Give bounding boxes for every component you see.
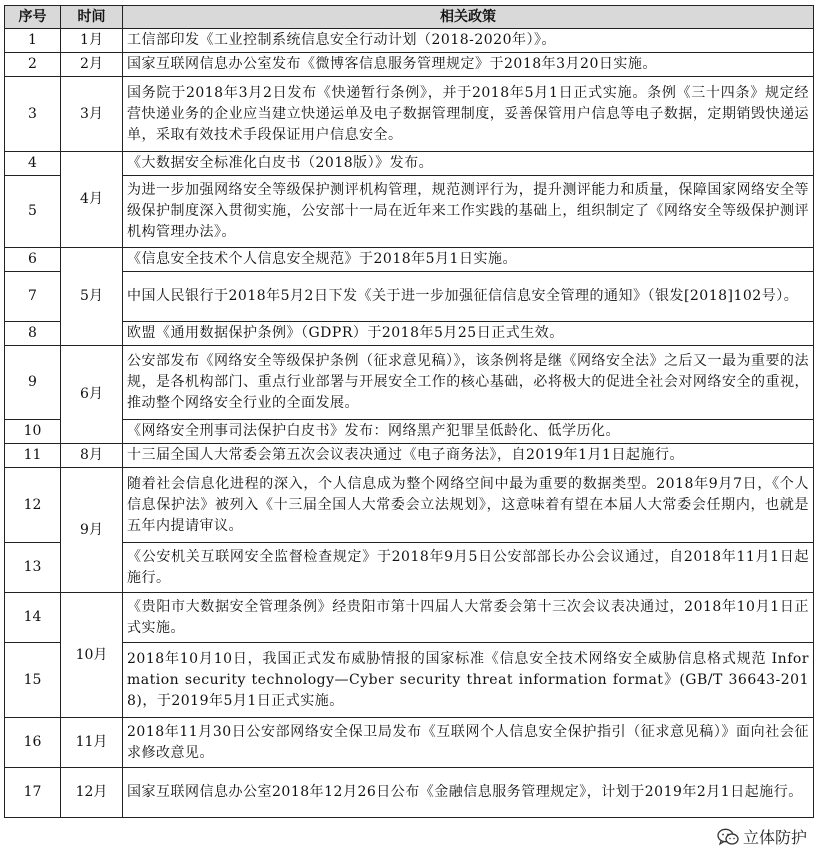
- table-row: [5, 29, 814, 53]
- row-number: 4: [5, 152, 61, 176]
- header-time: 时间: [61, 6, 123, 29]
- month-cell: 5月: [61, 248, 123, 346]
- policy-text: 公安部发布《网络安全等级保护条例（征求意见稿）》，该条例将是继《网络安全法》之后又一最为重要的法规，是各机构部门、重点行业部署与开展安全工作的核心基础，必将极大的促进全社会对网络安全的重视，推动整个网络安全行业的全面发展。: [123, 346, 814, 420]
- watermark-label: 立体防护: [742, 828, 807, 847]
- table-row: [5, 768, 814, 818]
- month-cell: 11月: [61, 718, 123, 768]
- month-cell: 4月: [61, 152, 123, 248]
- row-number: 7: [5, 272, 61, 322]
- policy-text: 十三届全国人大常委会第五次会议表决通过《电子商务法》，自2019年1月1日起施行。: [123, 444, 814, 468]
- month-cell: 12月: [61, 768, 123, 818]
- policy-table: [4, 5, 814, 818]
- row-number: 5: [5, 176, 61, 248]
- table-row: [5, 468, 814, 543]
- table-row: [5, 643, 814, 718]
- table-row: [5, 176, 814, 248]
- month-cell: 6月: [61, 346, 123, 444]
- header-row: [5, 6, 814, 29]
- policy-text: 2018年11月30日公安部网络安全保卫局发布《互联网个人信息安全保护指引（征求意见稿）》面向社会征求修改意见。: [123, 718, 814, 768]
- wechat-icon: [717, 828, 739, 846]
- table-row: [5, 420, 814, 444]
- policy-text: 中国人民银行于2018年5月2日下发《关于进一步加强征信信息安全管理的通知》（银发[2018]102号）。: [123, 272, 814, 322]
- table-row: [5, 444, 814, 468]
- row-number: 14: [5, 593, 61, 643]
- month-cell: 8月: [61, 444, 123, 468]
- row-number: 2: [5, 53, 61, 77]
- policy-text: 《公安机关互联网安全监督检查规定》于2018年9月5日公安部部长办公会议通过，自2018年11月1日起施行。: [123, 543, 814, 593]
- policy-text: 国家互联网信息办公室发布《微博客信息服务管理规定》于2018年3月20日实施。: [123, 53, 814, 77]
- month-cell: 2月: [61, 53, 123, 77]
- row-number: 8: [5, 322, 61, 346]
- watermark: [715, 825, 809, 848]
- header-index: 序号: [5, 6, 61, 29]
- row-number: 3: [5, 77, 61, 152]
- row-number: 17: [5, 768, 61, 818]
- table-row: [5, 53, 814, 77]
- policy-text: 《大数据安全标准化白皮书（2018版）》发布。: [123, 152, 814, 176]
- table-row: [5, 322, 814, 346]
- policy-text: 国务院于2018年3月2日发布《快递暂行条例》，并于2018年5月1日正式实施。条例《三十四条》规定经营快递业务的企业应当建立快递运单及电子数据管理制度，妥善保管用户信息等电子数据，定期销毁快递运单，采取有效技术手段保证用户信息安全。: [123, 77, 814, 152]
- row-number: 16: [5, 718, 61, 768]
- row-number: 13: [5, 543, 61, 593]
- row-number: 9: [5, 346, 61, 420]
- policy-text: 《信息安全技术个人信息安全规范》于2018年5月1日实施。: [123, 248, 814, 272]
- table-row: [5, 543, 814, 593]
- header-policy: 相关政策: [123, 6, 814, 29]
- policy-text: 《网络安全刑事司法保护白皮书》发布：网络黑产犯罪呈低龄化、低学历化。: [123, 420, 814, 444]
- policy-text: 工信部印发《工业控制系统信息安全行动计划（2018-2020年）》。: [123, 29, 814, 53]
- row-number: 1: [5, 29, 61, 53]
- table-row: [5, 272, 814, 322]
- month-cell: 9月: [61, 468, 123, 593]
- policy-text: 《贵阳市大数据安全管理条例》经贵阳市第十四届人大常委会第十三次会议表决通过，2018年10月1日正式实施。: [123, 593, 814, 643]
- month-cell: 1月: [61, 29, 123, 53]
- table-row: [5, 248, 814, 272]
- table-row: [5, 593, 814, 643]
- policy-text: 为进一步加强网络安全等级保护测评机构管理，规范测评行为，提升测评能力和质量，保障国家网络安全等级保护制度深入贯彻实施，公安部十一局在近年来工作实践的基础上，组织制定了《网络安全等级保护测评机构管理办法》。: [123, 176, 814, 248]
- table-row: [5, 77, 814, 152]
- policy-text: 国家互联网信息办公室2018年12月26日公布《金融信息服务管理规定》，计划于2019年2月1日起施行。: [123, 768, 814, 818]
- policy-text: 欧盟《通用数据保护条例》（GDPR）于2018年5月25日正式生效。: [123, 322, 814, 346]
- row-number: 12: [5, 468, 61, 543]
- row-number: 15: [5, 643, 61, 718]
- row-number: 11: [5, 444, 61, 468]
- month-cell: 10月: [61, 593, 123, 718]
- table-row: [5, 346, 814, 420]
- row-number: 6: [5, 248, 61, 272]
- table-row: [5, 152, 814, 176]
- row-number: 10: [5, 420, 61, 444]
- policy-text: 随着社会信息化进程的深入，个人信息成为整个网络空间中最为重要的数据类型。2018年9月7日，《个人信息保护法》被列入《十三届全国人大常委会立法规划》，这意味着有望在本届人大常委会任期内，也就是五年内提请审议。: [123, 468, 814, 543]
- policy-text: 2018年10月10日，我国正式发布威胁情报的国家标准《信息安全技术网络安全威胁信息格式规范 Information security technology—Cyber security threat information format》(GB/T 36643-2018)，于2019年5月1日正式实施。: [123, 643, 814, 718]
- month-cell: 3月: [61, 77, 123, 152]
- table-row: [5, 718, 814, 768]
